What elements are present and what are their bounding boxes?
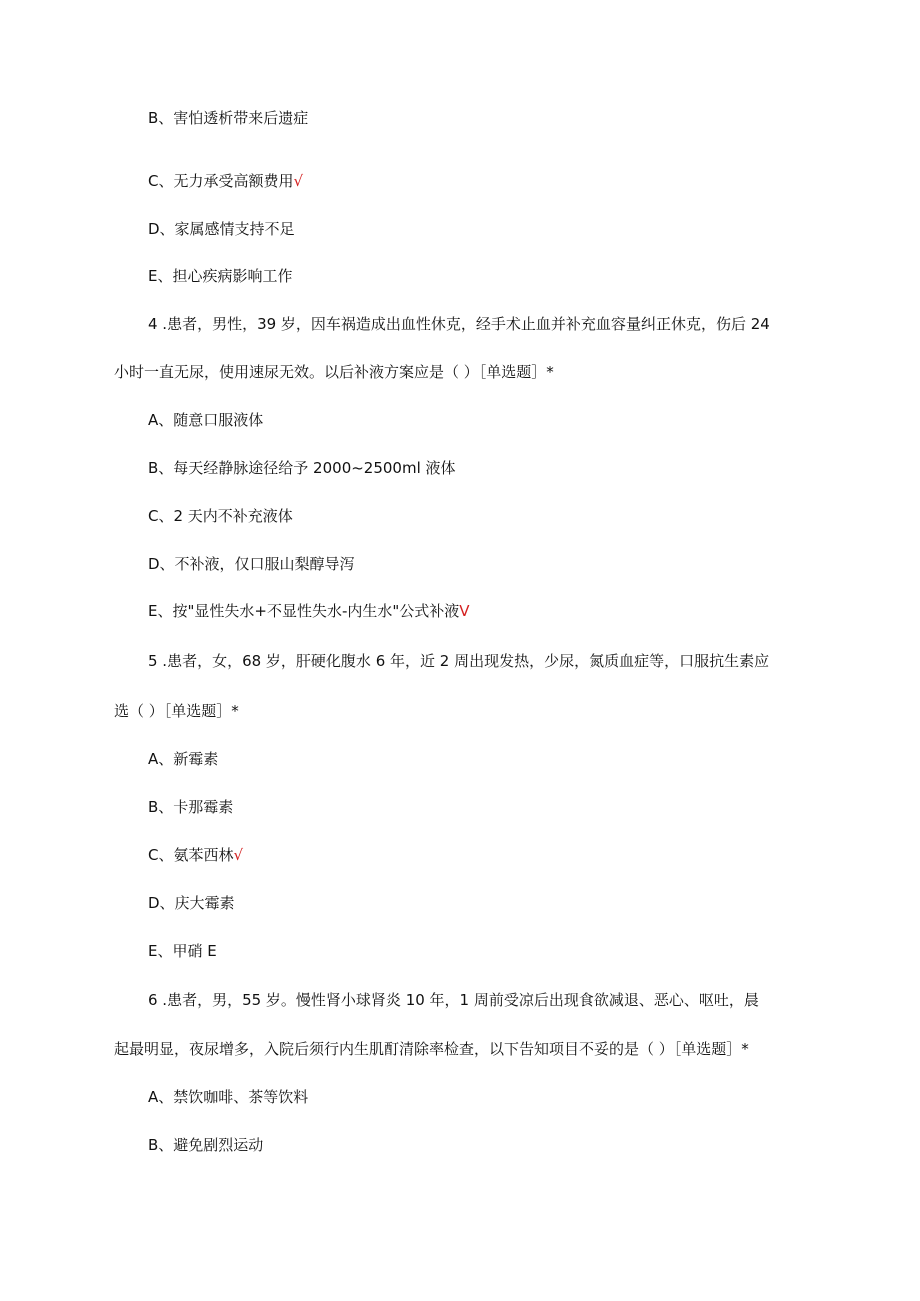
option-text: C、无力承受高额费用 <box>148 172 294 190</box>
correct-mark: √ <box>233 846 244 864</box>
option-text: E、担心疾病影响工作 <box>148 267 293 285</box>
option-text: A、新霉素 <box>148 750 219 768</box>
q5-stem-line1: 5 .患者，女，68 岁，肝硬化腹水 6 年，近 2 周出现发热，少尿，氮质血症等，口服抗生素应 <box>148 652 770 670</box>
q3-option-e <box>148 266 292 286</box>
option-text: C、2 天内不补充液体 <box>148 507 293 525</box>
option-text: D、家属感情支持不足 <box>148 220 295 238</box>
option-text: B、卡那霉素 <box>148 798 234 816</box>
q4-option-a <box>148 410 263 430</box>
q5-stem-line2: 选（ ）［单选题］* <box>114 702 239 720</box>
correct-mark: V <box>459 602 470 620</box>
option-text: D、庆大霉素 <box>148 894 235 912</box>
option-text: A、随意口服液体 <box>148 411 264 429</box>
q5-option-c <box>148 845 243 865</box>
q6-option-a <box>148 1087 308 1107</box>
q5-option-d <box>148 893 235 913</box>
q6-stem-line2: 起最明显，夜尿增多，入院后须行内生肌酊清除率检查，以下告知项目不妥的是（ ）［单选题］* <box>114 1040 749 1058</box>
option-text: E、按"显性失水+不显性失水-内生水"公式补液 <box>148 602 460 620</box>
q4-option-d <box>148 554 355 574</box>
option-text: C、氨苯西林 <box>148 846 234 864</box>
q4-option-c <box>148 506 293 526</box>
q6-stem-line1: 6 .患者，男，55 岁。慢性肾小球肾炎 10 年，1 周前受凉后出现食欲减退、恶心、呕吐，晨 <box>148 991 759 1009</box>
option-text: D、不补液，仅口服山梨醇导泻 <box>148 555 355 573</box>
q6-option-b <box>148 1135 263 1155</box>
q4-stem-line2: 小时一直无尿，使用速尿无效。以后补液方案应是（ ）［单选题］* <box>114 363 554 381</box>
q4-stem-line1: 4 .患者，男性，39 岁，因车祸造成出血性休克，经手术止血并补充血容量纠正休克，伤后 24 <box>148 315 770 333</box>
q5-option-e <box>148 941 217 961</box>
q3-option-b <box>148 108 308 128</box>
q3-option-c <box>148 171 303 191</box>
option-text: B、每天经静脉途径给予 2000~2500ml 液体 <box>148 459 456 477</box>
q3-option-d <box>148 219 295 239</box>
correct-mark: √ <box>293 172 304 190</box>
q4-option-e <box>148 601 470 621</box>
q5-option-b <box>148 797 233 817</box>
q4-option-b <box>148 458 456 478</box>
option-text: A、禁饮咖啡、茶等饮料 <box>148 1088 309 1106</box>
option-text: E、甲硝 E <box>148 942 217 960</box>
option-text: B、害怕透析带来后遗症 <box>148 109 309 127</box>
q5-option-a <box>148 749 218 769</box>
option-text: B、避免剧烈运动 <box>148 1136 264 1154</box>
